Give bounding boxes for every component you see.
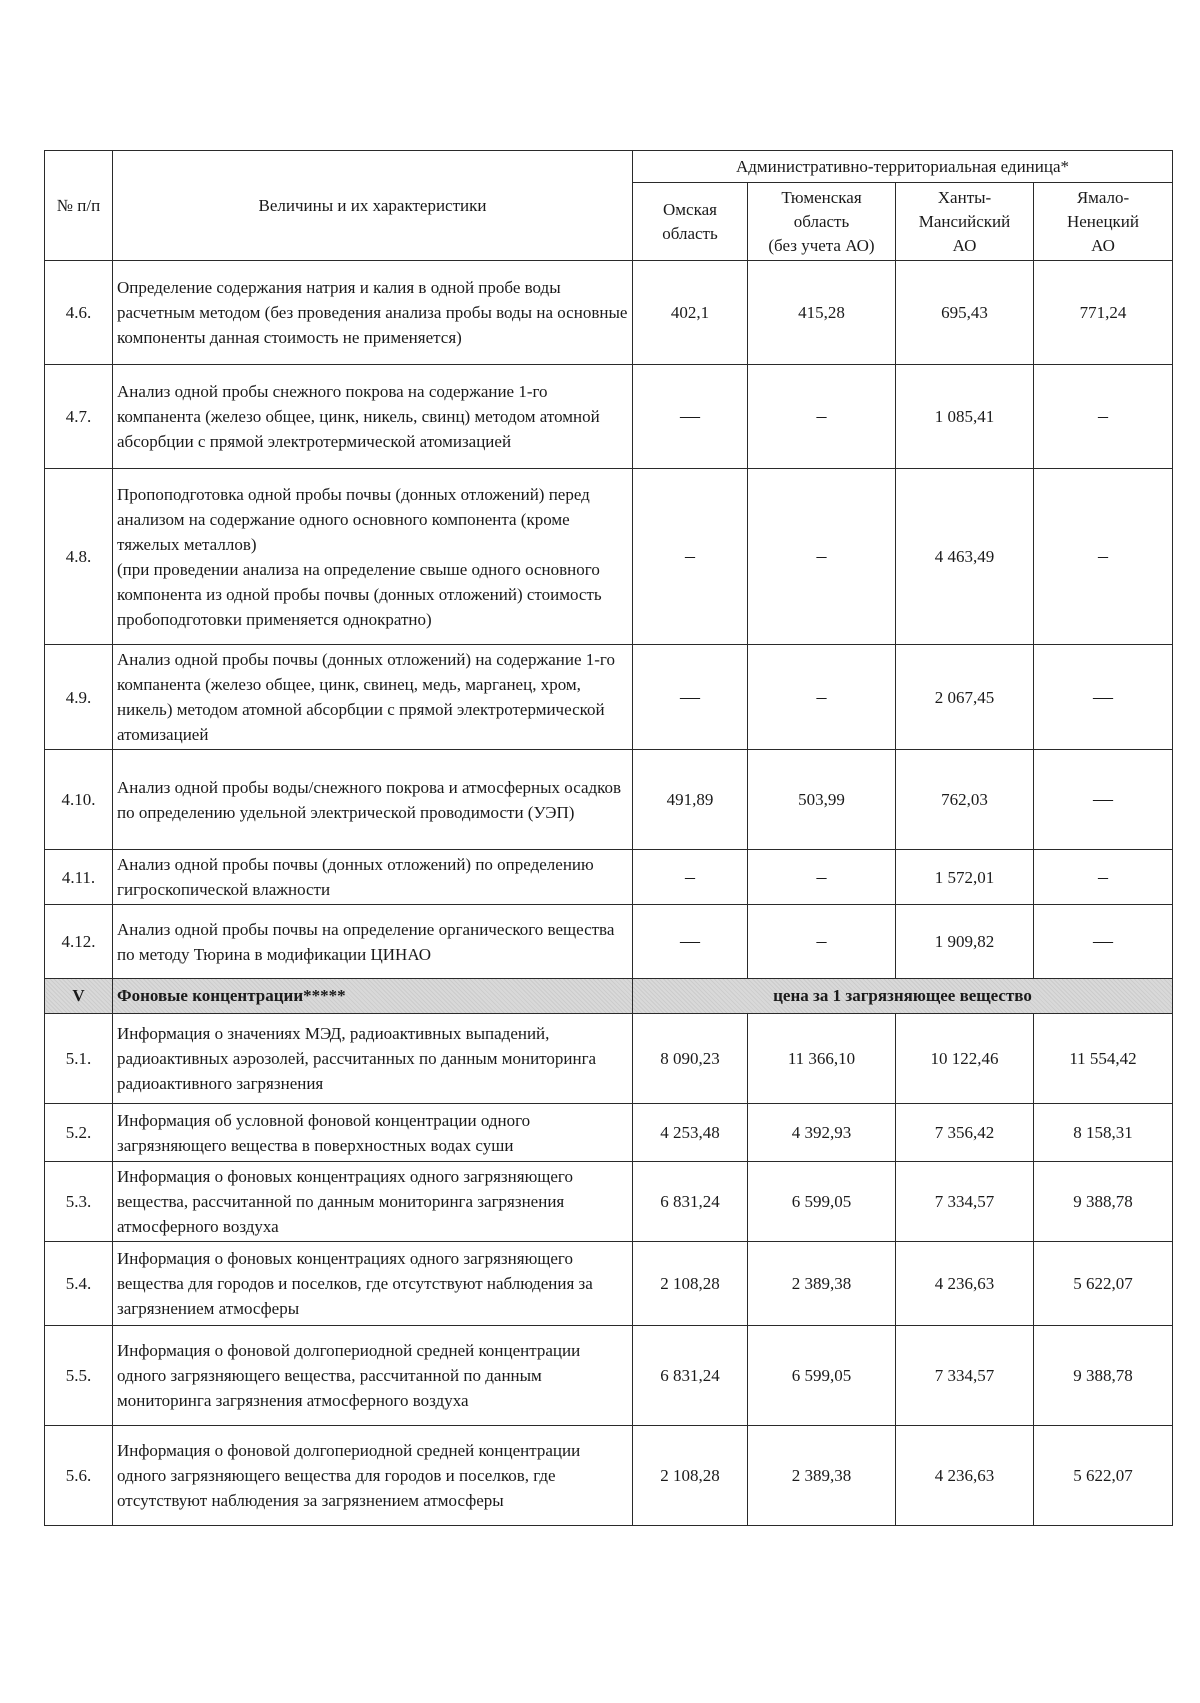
header-region-omsk: Омская область bbox=[633, 183, 748, 261]
row-value: – bbox=[748, 365, 896, 469]
row-value: 4 236,63 bbox=[896, 1242, 1034, 1326]
table-row bbox=[45, 365, 1173, 469]
row-value: 6 831,24 bbox=[633, 1326, 748, 1426]
row-value: 1 909,82 bbox=[896, 905, 1034, 979]
row-value: 4 236,63 bbox=[896, 1426, 1034, 1526]
row-number: 5.2. bbox=[45, 1104, 113, 1162]
table-row bbox=[45, 1162, 1173, 1242]
row-number: 5.6. bbox=[45, 1426, 113, 1526]
table-row bbox=[45, 1242, 1173, 1326]
row-value: 2 067,45 bbox=[896, 645, 1034, 750]
row-description: Анализ одной пробы почвы (донных отложений) на содержание 1-го компанента (железо общее, цинк, свинец, медь, марганец, хром, никель) методом атомной абсорбции с прямой электротермической атомизацией bbox=[113, 645, 633, 750]
row-number: 4.10. bbox=[45, 750, 113, 850]
row-value: 6 599,05 bbox=[748, 1326, 896, 1426]
row-number: 5.3. bbox=[45, 1162, 113, 1242]
section-row-v bbox=[45, 979, 1173, 1014]
row-value: — bbox=[1034, 905, 1173, 979]
row-value: 402,1 bbox=[633, 261, 748, 365]
row-description: Информация об условной фоновой концентрации одного загрязняющего вещества в поверхностных водах суши bbox=[113, 1104, 633, 1162]
header-row-1 bbox=[45, 151, 1173, 183]
row-value: 2 389,38 bbox=[748, 1426, 896, 1526]
row-value: 10 122,46 bbox=[896, 1014, 1034, 1104]
header-region-khmao: Ханты- Мансийский АО bbox=[896, 183, 1034, 261]
header-region-yanao: Ямало- Ненецкий АО bbox=[1034, 183, 1173, 261]
row-value: 9 388,78 bbox=[1034, 1326, 1173, 1426]
row-value: 8 158,31 bbox=[1034, 1104, 1173, 1162]
tariff-table bbox=[44, 150, 1173, 1526]
row-description: Информация о фоновой долгопериодной средней концентрации одного загрязняющего вещества для городов и поселков, где отсутствуют наблюдения за загрязнением атмосферы bbox=[113, 1426, 633, 1526]
row-value: 2 389,38 bbox=[748, 1242, 896, 1326]
row-value: – bbox=[1034, 365, 1173, 469]
row-description: Пропоподготовка одной пробы почвы (донных отложений) перед анализом на содержание одного основного компонента (кроме тяжелых металлов) (при проведении анализа на определение свыше одного основного компонента из одной пробы почвы (донных отложений) стоимость пробоподготовки применяется однократно) bbox=[113, 469, 633, 645]
row-description: Информация о значениях МЭД, радиоактивных выпадений, радиоактивных аэрозолей, рассчитанных по данным мониторинга радиоактивного загрязнения bbox=[113, 1014, 633, 1104]
table-body-part5 bbox=[45, 1014, 1173, 1526]
header-group-title: Административно-территориальная единица* bbox=[633, 151, 1173, 183]
row-number: 4.8. bbox=[45, 469, 113, 645]
row-value: 762,03 bbox=[896, 750, 1034, 850]
row-value: 7 356,42 bbox=[896, 1104, 1034, 1162]
header-num: № п/п bbox=[45, 151, 113, 261]
row-value: 695,43 bbox=[896, 261, 1034, 365]
row-value: – bbox=[748, 850, 896, 905]
row-description: Анализ одной пробы почвы на определение органического вещества по методу Тюрина в модификации ЦИНАО bbox=[113, 905, 633, 979]
table-row bbox=[45, 1014, 1173, 1104]
table-row bbox=[45, 850, 1173, 905]
table-body-part4 bbox=[45, 261, 1173, 979]
row-value: — bbox=[633, 905, 748, 979]
row-value: 415,28 bbox=[748, 261, 896, 365]
header-desc: Величины и их характеристики bbox=[113, 151, 633, 261]
row-description: Определение содержания натрия и калия в одной пробе воды расчетным методом (без проведения анализа пробы воды на основные компоненты данная стоимость не применяется) bbox=[113, 261, 633, 365]
row-description: Информация о фоновых концентрациях одного загрязняющего вещества для городов и поселков, где отсутствуют наблюдения за загрязнением атмосферы bbox=[113, 1242, 633, 1326]
row-value: — bbox=[1034, 750, 1173, 850]
row-value: – bbox=[1034, 469, 1173, 645]
table-row bbox=[45, 469, 1173, 645]
row-number: 4.9. bbox=[45, 645, 113, 750]
row-description: Анализ одной пробы воды/снежного покрова и атмосферных осадков по определению удельной электрической проводимости (УЭП) bbox=[113, 750, 633, 850]
row-number: 5.1. bbox=[45, 1014, 113, 1104]
row-value: – bbox=[633, 850, 748, 905]
row-number: 4.12. bbox=[45, 905, 113, 979]
row-value: 4 253,48 bbox=[633, 1104, 748, 1162]
table-row bbox=[45, 1104, 1173, 1162]
row-value: 1 085,41 bbox=[896, 365, 1034, 469]
section-title: Фоновые концентрации***** bbox=[113, 979, 633, 1014]
row-value: 2 108,28 bbox=[633, 1242, 748, 1326]
row-value: 4 392,93 bbox=[748, 1104, 896, 1162]
row-value: — bbox=[633, 645, 748, 750]
row-description: Анализ одной пробы почвы (донных отложений) по определению гигроскопической влажности bbox=[113, 850, 633, 905]
row-value: – bbox=[1034, 850, 1173, 905]
row-value: 7 334,57 bbox=[896, 1162, 1034, 1242]
row-value: 6 831,24 bbox=[633, 1162, 748, 1242]
row-value: – bbox=[748, 469, 896, 645]
row-description: Анализ одной пробы снежного покрова на содержание 1-го компанента (железо общее, цинк, никель, свинц) методом атомной абсорбции с прямой электротермической атомизацией bbox=[113, 365, 633, 469]
row-value: – bbox=[748, 645, 896, 750]
table-row bbox=[45, 905, 1173, 979]
table-body-section5 bbox=[45, 979, 1173, 1014]
table-row bbox=[45, 750, 1173, 850]
row-value: 2 108,28 bbox=[633, 1426, 748, 1526]
row-value: 491,89 bbox=[633, 750, 748, 850]
row-value: 771,24 bbox=[1034, 261, 1173, 365]
row-value: 6 599,05 bbox=[748, 1162, 896, 1242]
row-description: Информация о фоновых концентрациях одного загрязняющего вещества, рассчитанной по данным мониторинга загрязнения атмосферного воздуха bbox=[113, 1162, 633, 1242]
row-number: 5.5. bbox=[45, 1326, 113, 1426]
row-number: 4.11. bbox=[45, 850, 113, 905]
row-value: – bbox=[748, 905, 896, 979]
row-number: 4.6. bbox=[45, 261, 113, 365]
row-value: 1 572,01 bbox=[896, 850, 1034, 905]
row-value: — bbox=[1034, 645, 1173, 750]
row-value: 8 090,23 bbox=[633, 1014, 748, 1104]
row-value: 4 463,49 bbox=[896, 469, 1034, 645]
row-value: – bbox=[633, 469, 748, 645]
table-row bbox=[45, 261, 1173, 365]
row-description: Информация о фоновой долгопериодной средней концентрации одного загрязняющего вещества, рассчитанной по данным мониторинга загрязнения атмосферного воздуха bbox=[113, 1326, 633, 1426]
row-value: 7 334,57 bbox=[896, 1326, 1034, 1426]
row-value: 11 554,42 bbox=[1034, 1014, 1173, 1104]
section-price-note: цена за 1 загрязняющее вещество bbox=[633, 979, 1173, 1014]
section-num: V bbox=[45, 979, 113, 1014]
row-value: 5 622,07 bbox=[1034, 1426, 1173, 1526]
row-value: 9 388,78 bbox=[1034, 1162, 1173, 1242]
row-number: 5.4. bbox=[45, 1242, 113, 1326]
row-value: 5 622,07 bbox=[1034, 1242, 1173, 1326]
table-row bbox=[45, 1326, 1173, 1426]
row-value: 503,99 bbox=[748, 750, 896, 850]
row-value: — bbox=[633, 365, 748, 469]
row-number: 4.7. bbox=[45, 365, 113, 469]
header-region-tyumen: Тюменская область (без учета АО) bbox=[748, 183, 896, 261]
table-row bbox=[45, 645, 1173, 750]
row-value: 11 366,10 bbox=[748, 1014, 896, 1104]
table-row bbox=[45, 1426, 1173, 1526]
